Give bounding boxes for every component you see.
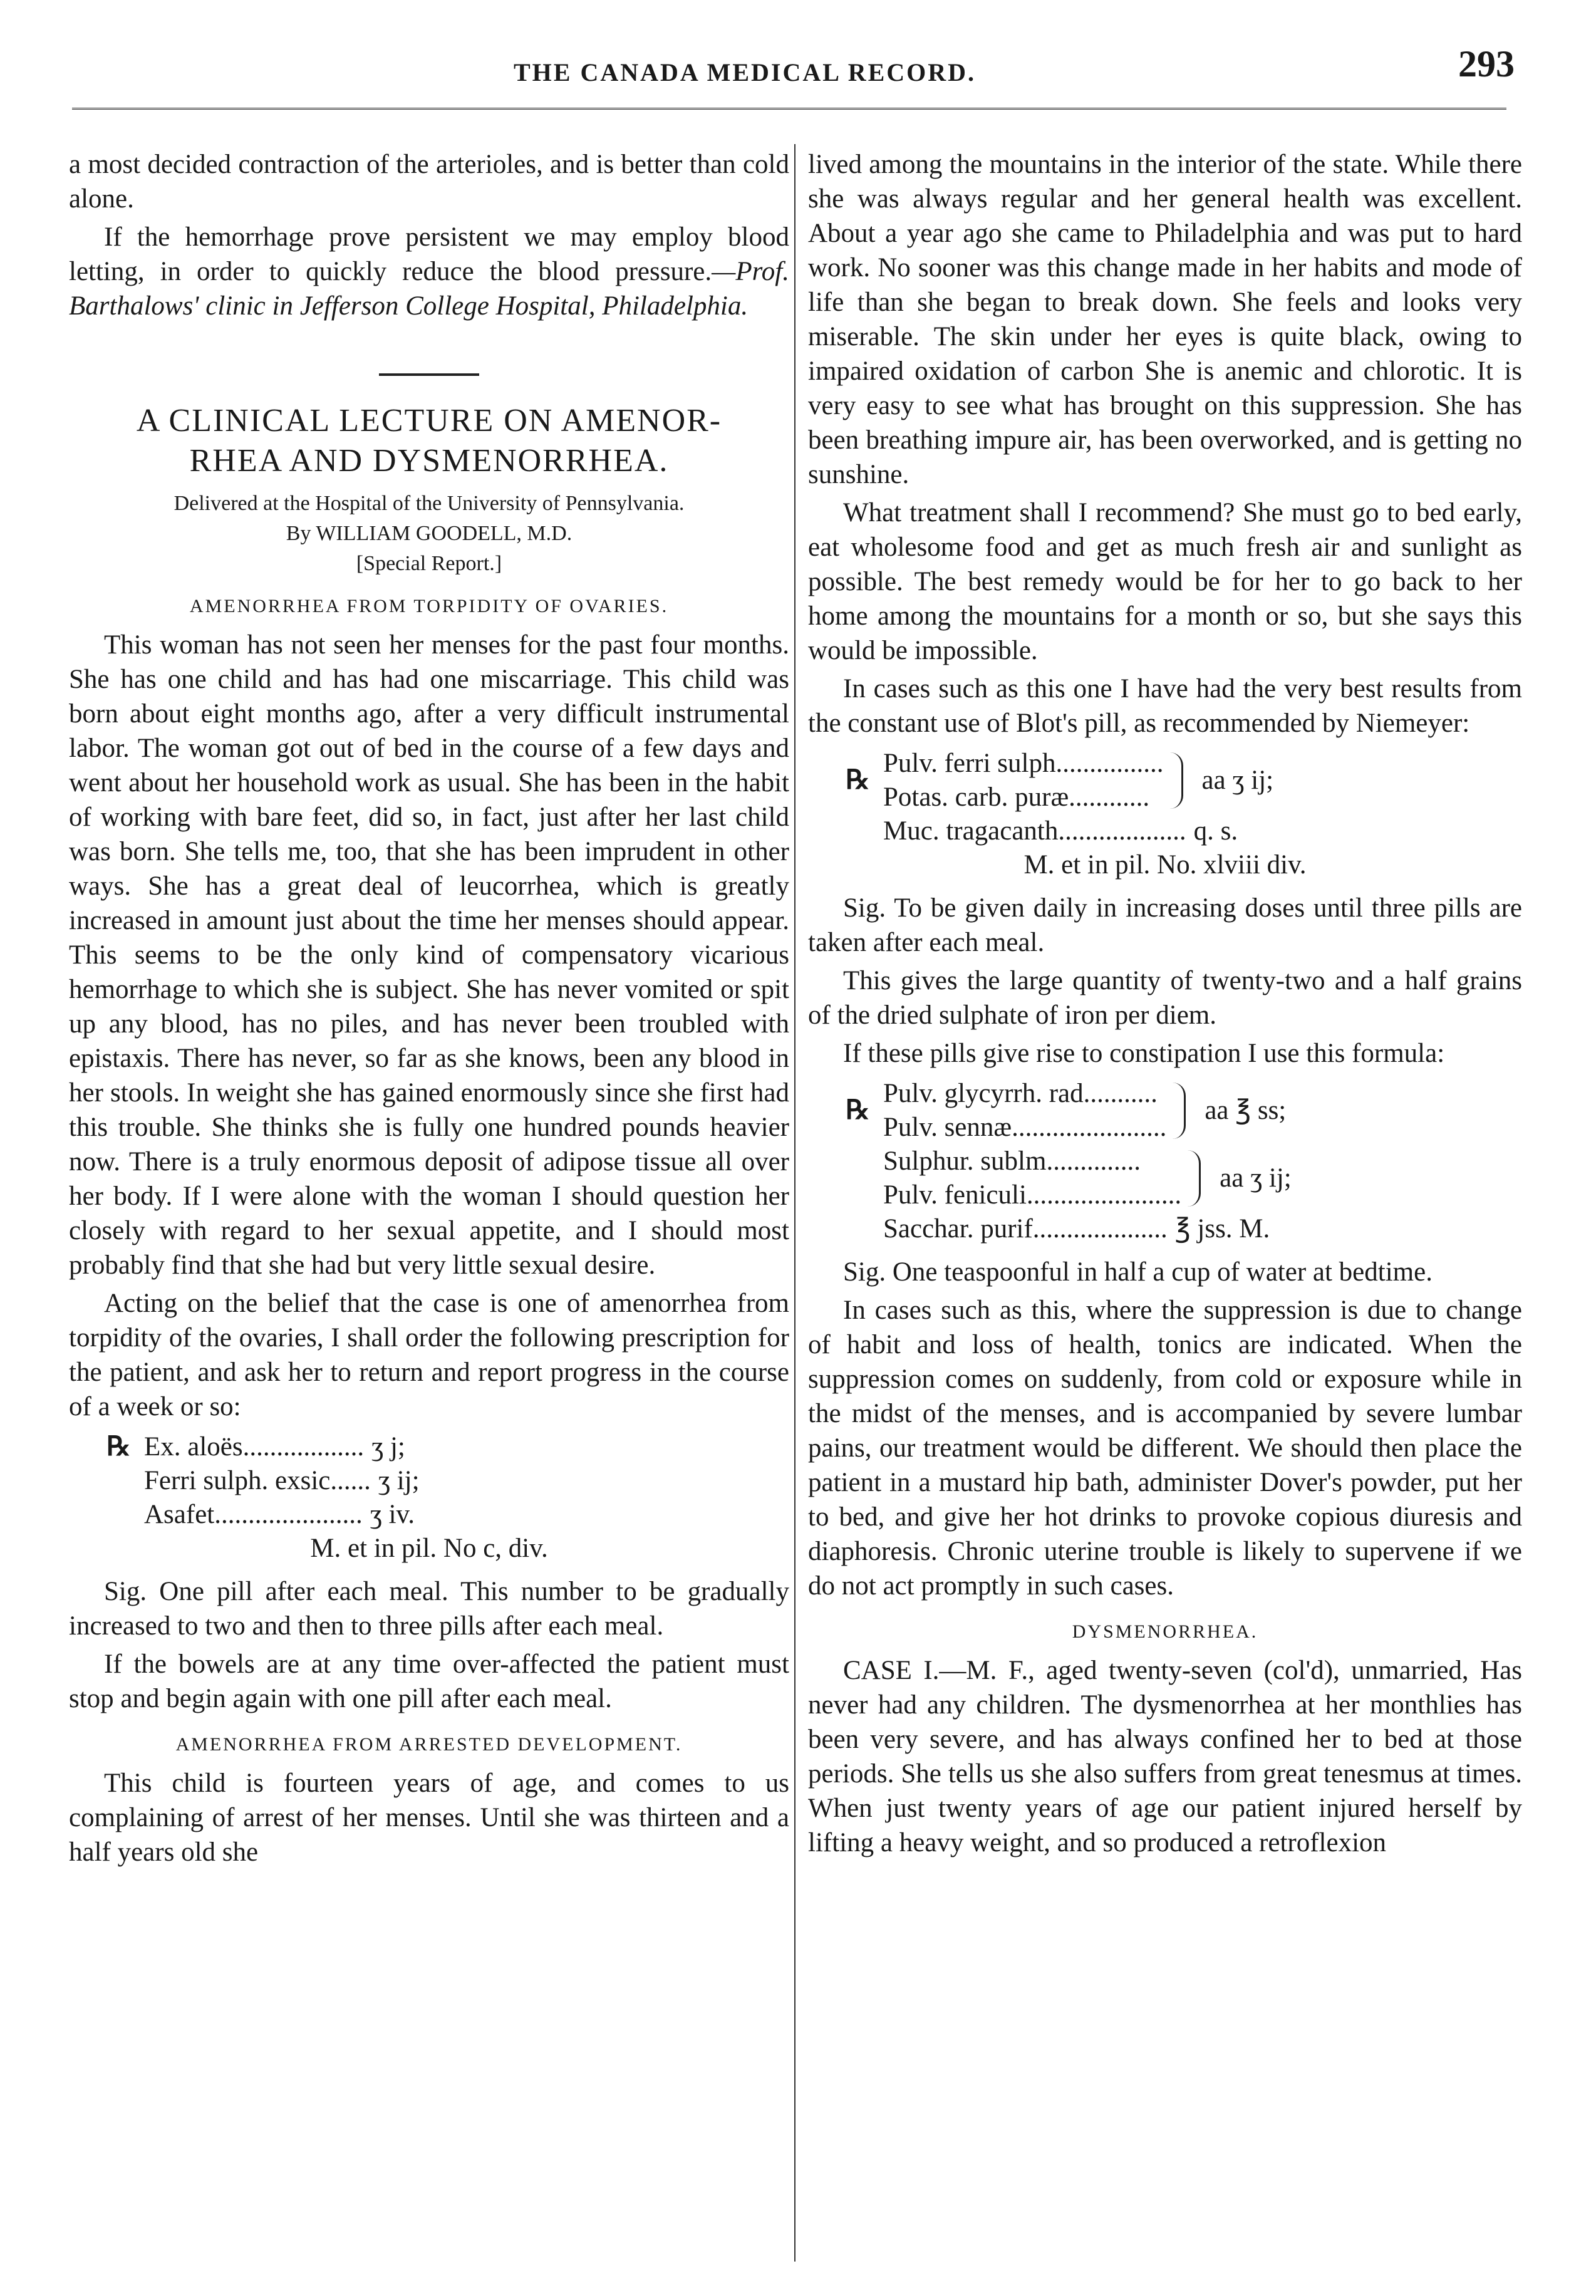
rx-ingredient: Ex. aloës [144,1432,243,1462]
hemorrhage-paragraph [69,220,789,323]
rx-line [883,1077,1166,1111]
rx-leader: ...................... [214,1500,363,1529]
signa-paragraph: Sig. One teaspoonful in half a cup of water at bedtime. [843,1257,1433,1287]
rx-leader: ................... [1058,816,1186,846]
rx-ingredient: Sacchar. purif [883,1214,1033,1244]
rx-quantity: ʒ ij; [378,1466,420,1495]
rx-directions: M. et in pil. No c, div. [310,1534,548,1563]
constipation-paragraph: If these pills give rise to constipation I use this formula: [843,1039,1445,1068]
rx-group [808,1145,1522,1212]
blots-pill-paragraph: In cases such as this one I have had the very best results from the constant use of Blot's pill, as recommended by Niemeyer: [808,674,1522,738]
rx-leader: .............. [1046,1146,1141,1176]
prescription-intro: Acting on the belief that the case is one of amenorrhea from torpidity of the ovaries, I shall order the following prescription for the patient, and ask her to return and report progress in the course of a week or so: [69,1289,789,1421]
header-rule [72,108,1506,110]
section-separator [379,373,479,376]
rx-leader: ....................... [1026,1180,1182,1210]
section-heading-dysmenorrhea: DYSMENORRHEA. [1072,1621,1258,1642]
continued-paragraph: a most decided contraction of the arterioles, and is better than cold alone. [69,150,789,214]
rx-leader: ...... [330,1466,371,1495]
rx-ingredient: Muc. tragacanth [883,816,1059,846]
rx-line [69,1464,789,1498]
column-divider [794,144,795,2262]
prescription-3 [808,1077,1522,1246]
rx-leader: .................... [1032,1214,1168,1244]
tonics-paragraph: In cases such as this, where the suppression is due to change of habit and loss of health, tonics are indicated. When the suppression comes on suddenly, from cold or exposure while in the midst of the menses, and is accompanied by severe lumbar pains, our treatment would be different. We should then place the patient in a mustard hip bath, administer Dover's powder, put her to bed, and give her hot drinks to provoke copious diuresis and diaphoresis. Chronic uterine trouble is likely to supervene if we do not act promptly in such cases. [808,1296,1522,1601]
rx-ingredient: Sulphur. sublm [883,1146,1047,1176]
rx-line [808,814,1522,848]
section-heading-arrested: AMENORRHEA FROM ARRESTED DEVELOPMENT. [175,1734,683,1755]
rx-group [808,747,1522,814]
treatment-paragraph: What treatment shall I recommend? She must go to bed early, eat wholesome food and get as much fresh air and sunlight as possible. The best remedy would be for her to go back to her home among the mountains for a month or so, but she says this would be impossible. [808,498,1522,665]
page-number: 293 [1458,43,1515,85]
rx-quantity: aa ℥ ss; [1205,1096,1287,1125]
recipe-symbol: ℞ [106,1432,131,1462]
iron-quantity-paragraph: This gives the large quantity of twenty-two and a half grains of the dried sulphate of iron per diem. [808,966,1522,1030]
rx-line [883,781,1164,814]
prescription-2 [808,747,1522,882]
rx-group [808,1077,1522,1145]
lecture-title-line-1: A CLINICAL LECTURE ON AMENOR- [136,403,722,439]
hemorrhage-text: If the hemorrhage prove persistent we may employ blood letting, in order to quickly reduce the blood pressure. [69,222,789,286]
rx-quantity: aa ʒ ij; [1201,766,1274,795]
recipe-symbol: ℞ [846,1096,870,1125]
signa-paragraph: Sig. To be given daily in increasing doses until three pills are taken after each meal. [808,893,1522,957]
rx-quantity: aa ʒ ij; [1220,1163,1292,1193]
rx-ingredient: Asafet [144,1500,215,1529]
prescription-1 [69,1430,789,1566]
rx-line [883,1178,1181,1212]
special-report: [Special Report.] [356,552,502,575]
child-case-paragraph: This child is fourteen years of age, and comes to us complaining of arrest of her menses. Until she was thirteen and a half years old she [69,1769,789,1867]
rx-leader: .................. [242,1432,365,1462]
recipe-symbol: ℞ [846,766,870,795]
lecture-title [69,401,789,481]
clinic-citation: —Prof. Barthalows' clinic in Jefferson College Hospital, Philadelphia. [69,257,789,321]
rx-ingredient: Pulv. sennæ [883,1113,1012,1142]
rx-line [69,1498,789,1532]
page-header [0,38,1596,106]
bowels-paragraph: If the bowels are at any time over-affected the patient must stop and begin again with one pill after each meal. [69,1649,789,1713]
rx-line [883,1111,1166,1145]
case-one-paragraph: CASE I.—M. F., aged twenty-seven (col'd), unmarried, Has never had any children. The dysmenorrhea at her monthlies has been very severe, and has always confined her to bed at those periods. She tells us she also suffers from great tenesmus at times. When just twenty years of age our patient injured herself by lifting a heavy weight, and so produced a retroflexion [808,1656,1522,1857]
rx-line [883,747,1164,781]
rx-ingredient: Potas. carb. puræ [883,782,1069,812]
rx-directions: M. et in pil. No. xlviii div. [1023,850,1307,880]
rx-ingredient: Pulv. feniculi [883,1180,1027,1210]
author-byline: By WILLIAM GOODELL, M.D. [286,522,573,545]
rx-quantity: ℥ jss. M. [1174,1214,1270,1244]
rx-quantity: ʒ iv. [370,1500,415,1529]
rx-line [883,1145,1181,1178]
running-title: THE CANADA MEDICAL RECORD. [514,58,977,86]
rx-ingredient: Pulv. glycyrrh. rad [883,1079,1084,1108]
rx-quantity: q. s. [1193,816,1238,846]
rx-ingredient: Ferri sulph. exsic [144,1466,331,1495]
rx-leader: ........... [1083,1079,1158,1108]
curly-brace [1170,752,1183,809]
left-column [69,147,789,2277]
rx-ingredient: Pulv. ferri sulph [883,749,1056,778]
right-column [808,147,1522,2277]
rx-leader: ............ [1069,782,1150,812]
delivered-at: Delivered at the Hospital of the University of Pennsylvania. [174,492,685,515]
rx-leader: ................ [1055,749,1164,778]
curly-brace [1188,1150,1201,1207]
continued-case-paragraph: lived among the mountains in the interior of the state. While there she was always regular and her general health was excellent. About a year ago she came to Philadelphia and was put to hard work. No sooner was this change made in her habits and mode of life than she began to break down. She feels and looks very miserable. The skin under her eyes is quite black, owing to impaired oxidation of carbon She is anemic and chlorotic. It is very easy to see what has brought on this suppression. She has been breathing impure air, has been overworked, and is getting no sunshine. [808,150,1522,489]
rx-line [808,1212,1522,1246]
case-paragraph: This woman has not seen her menses for the past four months. She has one child and has had one miscarriage. This child was born about eight months ago, after a very difficult instrumental labor. The woman got out of bed in the course of a few days and went about her household work as usual. She has been in the habit of working with bare feet, did so, in fact, just after her last child was born. She tells me, too, that she has been imprudent in other ways. She has a great deal of leucorrhea, which is greatly increased in amount just about the time her menses should appear. This seems to be the only kind of compensatory vicarious hemorrhage to which she is subject. She has never vomited or spit up any blood, has no piles, and has never been troubled with epistaxis. There has never, so far as she knows, been any blood in her stools. In weight she has gained enormously since she first had this trouble. She thinks she is fully one hundred pounds heavier now. There is a truly enormous deposit of adipose tissue all over her body. If I were alone with the woman I should question her closely with regard to her sexual appetite, and I should most probably find that she had but very little sexual desire. [69,630,789,1280]
signa-paragraph: Sig. One pill after each meal. This number to be gradually increased to two and then to three pills after each meal. [69,1577,789,1641]
rx-quantity: ʒ j; [371,1432,405,1462]
curly-brace [1173,1083,1186,1139]
lecture-title-line-2: RHEA AND DYSMENORRHEA. [189,443,669,479]
section-heading-torpidity: AMENORRHEA FROM TORPIDITY OF OVARIES. [189,596,669,616]
rx-leader: ....................... [1012,1113,1167,1142]
rx-line [69,1430,789,1464]
